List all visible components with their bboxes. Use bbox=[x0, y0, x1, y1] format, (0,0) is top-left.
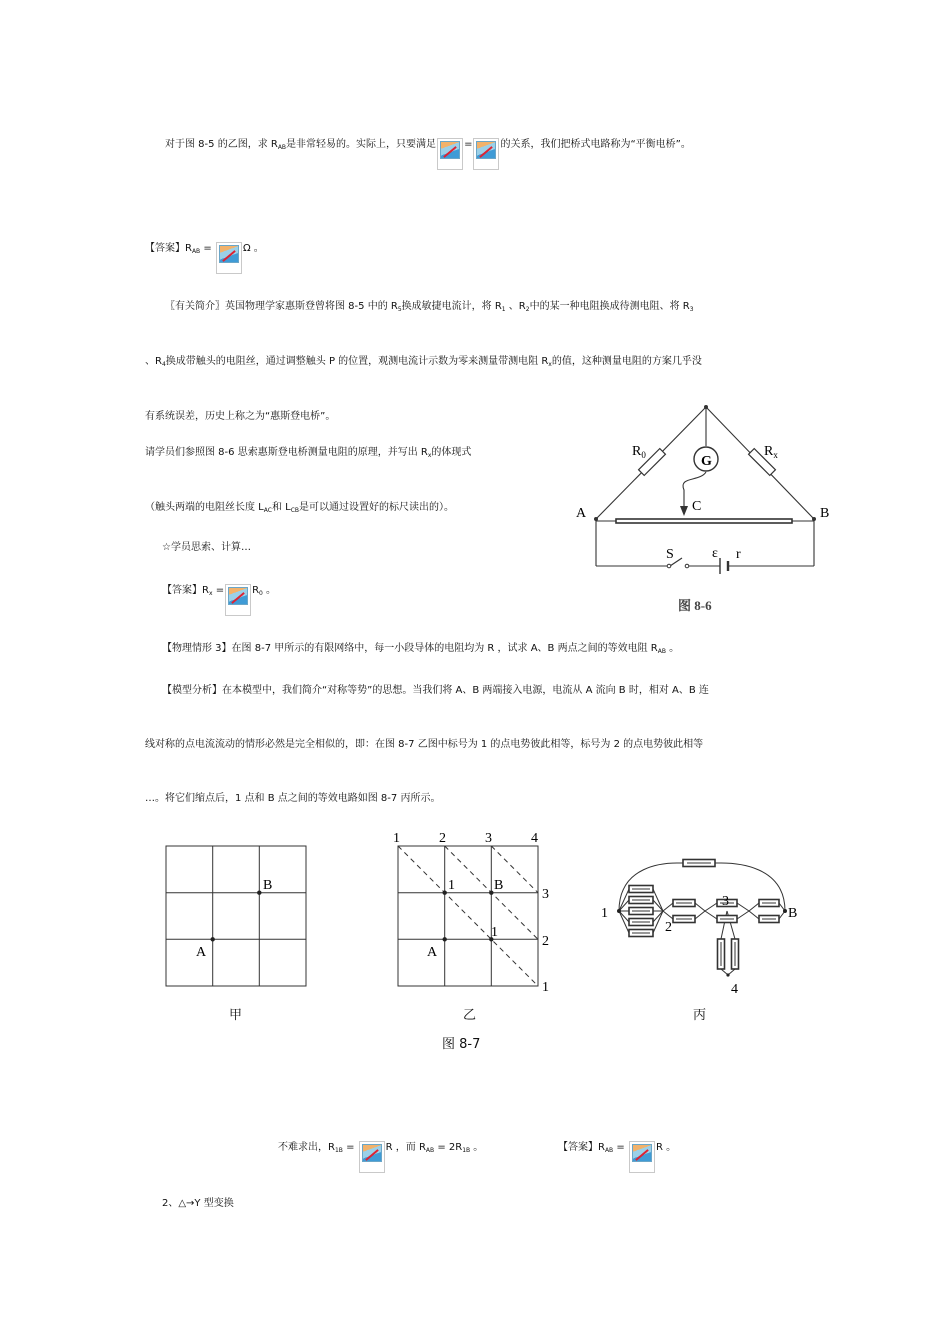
label-1-top: 1 bbox=[393, 831, 400, 846]
model-line-1: 【模型分析】在本模型中，我们简介“对称等势”的思想。当我们将 A、B 两端接入电源，电流从 A 流向 B 时，相对 A、B 连 bbox=[162, 685, 709, 696]
subscript: CB bbox=[290, 507, 300, 514]
subscript: 0 bbox=[259, 590, 263, 597]
subscript: AB bbox=[425, 1147, 435, 1154]
ask-line-2 bbox=[145, 501, 454, 518]
text: 的关系，我们把桥式电路称为“平衡电桥”。 bbox=[500, 139, 691, 150]
node-3-label: 3 bbox=[722, 894, 729, 909]
para-balanced-bridge bbox=[165, 138, 691, 170]
text: R 。 bbox=[655, 1142, 677, 1153]
node-a-label: A bbox=[196, 945, 207, 960]
galvanometer-label: G bbox=[701, 454, 712, 469]
node-2-label: 2 bbox=[665, 920, 672, 935]
subscript: 5 bbox=[397, 306, 402, 313]
figure-8-6-wheatstone-bridge bbox=[570, 398, 840, 620]
subscript: AC bbox=[263, 507, 272, 514]
text: 【物理情形 3】在图 8-7 甲所示的有限网络中，每一小段导体的电阻均为 R ，试求 A、B 两点之间的等效电阻 R bbox=[162, 643, 658, 654]
contact-c-label: C bbox=[692, 499, 702, 514]
text: = bbox=[212, 585, 225, 596]
intro-line-1 bbox=[165, 300, 694, 317]
formula-image-icon bbox=[473, 138, 499, 170]
node-a-label: A bbox=[427, 945, 438, 960]
label-2-top: 2 bbox=[439, 831, 446, 846]
formula-image-icon bbox=[629, 1141, 655, 1173]
figure-8-6-caption: 图 8-6 bbox=[678, 598, 712, 613]
node-4-label: 4 bbox=[731, 982, 738, 997]
model-line-2: 线对称的点电流流动的情形必然是完全相似的，即：在图 8-7 乙图中标号为 1 的点电势彼此相等，标号为 2 的点电势彼此相等 bbox=[145, 739, 704, 750]
intro-line-3: 有系统误差，历史上称之为“惠斯登电桥”。 bbox=[145, 411, 336, 422]
text: 换成敏捷电流计，将 R bbox=[401, 301, 502, 312]
subscript: 4 bbox=[161, 361, 166, 368]
text: R bbox=[252, 585, 260, 596]
section-heading: 2、△→Y 型变换 bbox=[162, 1198, 234, 1209]
text: 【答案】R bbox=[145, 243, 192, 254]
text: 不难求出，R bbox=[278, 1142, 335, 1153]
answer-3 bbox=[558, 1141, 676, 1173]
formula-image-icon bbox=[225, 584, 251, 616]
formula-image-icon bbox=[359, 1141, 385, 1173]
text: 的值，这种测量电阻的方案几乎没 bbox=[551, 356, 702, 367]
figure-8-7-yi-grid bbox=[385, 825, 560, 1000]
text: 。 bbox=[470, 1142, 484, 1153]
node-1-label: 1 bbox=[601, 906, 608, 921]
node-b-label: B bbox=[820, 506, 830, 521]
resistor-group bbox=[629, 860, 779, 970]
text: 。 bbox=[665, 643, 680, 654]
text: 中的某一种电阻换成待测电阻、将 R bbox=[529, 301, 690, 312]
answer-2 bbox=[162, 584, 276, 616]
text: 。 bbox=[262, 585, 277, 596]
contact-arrow-icon bbox=[680, 506, 688, 516]
text: = 2R bbox=[434, 1142, 463, 1153]
final-result bbox=[278, 1141, 483, 1173]
formula-image-icon bbox=[216, 242, 242, 274]
caption-bing: 丙 bbox=[693, 1008, 707, 1023]
node-b-label: B bbox=[494, 878, 504, 893]
r0-label: $R_0$ bbox=[632, 444, 646, 460]
subscript: 2 bbox=[525, 306, 530, 313]
text: 、R bbox=[505, 301, 526, 312]
node-b-label: B bbox=[263, 878, 273, 893]
node-a-label: A bbox=[576, 506, 587, 521]
text: 对于图 8-5 的乙图，求 R bbox=[165, 139, 278, 150]
text: Ω 。 bbox=[242, 243, 264, 254]
label-3-right: 3 bbox=[542, 887, 549, 902]
switch-label: S bbox=[666, 547, 674, 562]
subscript: AB bbox=[604, 1147, 614, 1154]
label-4-top: 4 bbox=[531, 831, 538, 846]
text: 的体现式 bbox=[431, 447, 472, 458]
text: 和 L bbox=[271, 502, 291, 513]
figure-8-7-bing-network bbox=[595, 845, 810, 1000]
label-1-inner: 1 bbox=[448, 878, 455, 893]
equals-sign: = bbox=[464, 139, 473, 150]
text: = bbox=[342, 1142, 358, 1153]
text: （触头两端的电阻丝长度 L bbox=[145, 502, 264, 513]
subscript: 1B bbox=[334, 1147, 343, 1154]
text: 〖有关简介〗英国物理学家惠斯登曾将图 8-5 中的 R bbox=[165, 301, 398, 312]
case-3 bbox=[162, 642, 679, 659]
text: R ，而 R bbox=[385, 1142, 426, 1153]
rx-label: $R_x$ bbox=[764, 444, 778, 460]
text: 、R bbox=[145, 356, 162, 367]
intro-line-2 bbox=[145, 355, 702, 372]
subscript: 1 bbox=[501, 306, 506, 313]
label-3-top: 3 bbox=[485, 831, 492, 846]
formula-image-icon bbox=[437, 138, 463, 170]
label-1-inner-2: 1 bbox=[491, 925, 498, 940]
text: 请学员们参照图 8-6 思索惠斯登电桥测量电阻的原理，并写出 R bbox=[145, 447, 428, 458]
caption-yi: 乙 bbox=[463, 1008, 477, 1023]
text: = bbox=[613, 1142, 628, 1153]
label-2-right: 2 bbox=[542, 934, 549, 949]
answer-1 bbox=[145, 242, 264, 274]
text: 换成带触头的电阻丝，通过调整触头 P 的位置，观测电流计示数为零来测量带测电阻 R bbox=[165, 356, 549, 367]
figure-8-7-jia-grid bbox=[160, 840, 315, 995]
subscript: x bbox=[427, 452, 432, 459]
text: 【答案】R bbox=[558, 1142, 605, 1153]
internal-r-label: r bbox=[736, 547, 741, 562]
ask-line-1 bbox=[145, 446, 471, 463]
subscript: AB bbox=[191, 248, 201, 255]
model-line-3: …。将它们缩点后，1 点和 B 点之间的等效电路如图 8-7 丙所示。 bbox=[145, 793, 441, 804]
subscript: 3 bbox=[689, 306, 694, 313]
subscript: AB bbox=[277, 144, 287, 151]
caption-jia: 甲 bbox=[229, 1008, 243, 1023]
figure-8-7-caption: 图 8-7 bbox=[442, 1037, 481, 1052]
think-line: ☆学员思索、计算… bbox=[162, 542, 251, 553]
text: = bbox=[200, 243, 215, 254]
text: 是可以通过设置好的标尺读出的）。 bbox=[299, 502, 455, 513]
subscript: x bbox=[548, 361, 552, 368]
subscript: x bbox=[208, 590, 213, 597]
text: 是非常轻易的。实际上，只要满足 bbox=[286, 139, 437, 150]
subscript: 1B bbox=[462, 1147, 471, 1154]
text: 【答案】R bbox=[162, 585, 209, 596]
node-b-label: B bbox=[788, 906, 798, 921]
label-1-right: 1 bbox=[542, 980, 549, 995]
emf-label: ε bbox=[712, 546, 718, 561]
subscript: AB bbox=[657, 648, 666, 655]
